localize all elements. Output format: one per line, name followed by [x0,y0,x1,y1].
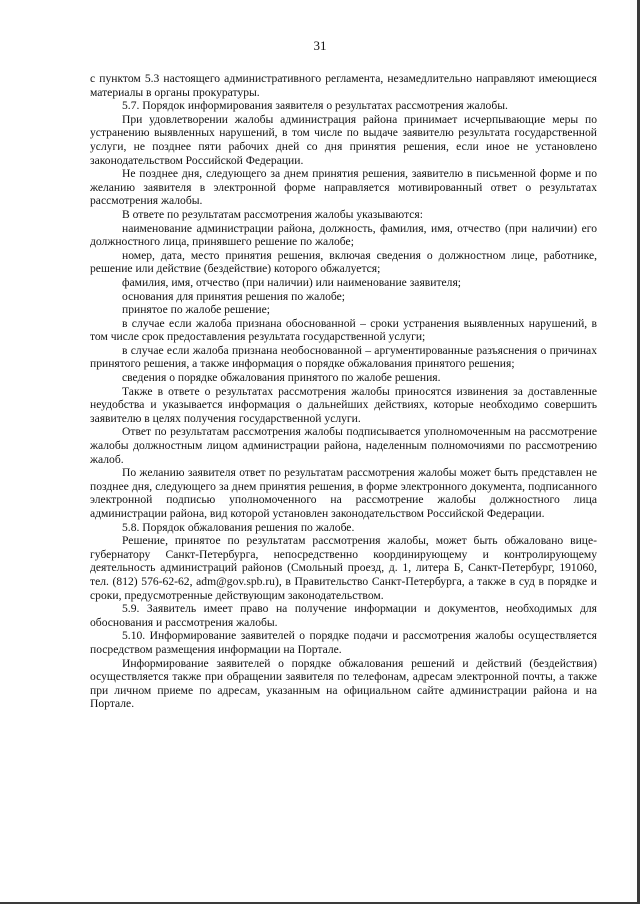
list-item-8: сведения о порядке обжалования принятого по жалобе решения. [122,371,441,385]
list-item-2: номер, дата, место принятия решения, включая сведения о должностном лице, работнике, решение или действие (бездействие) которого обжалуется; [90,248,597,276]
page-number: 31 [313,38,327,53]
section-heading-5-7: 5.7. Порядок информирования заявителя о результатах рассмотрения жалобы. [122,99,508,113]
paragraph-1: с пунктом 5.3 настоящего административного регламента, незамедлительно направляют имеющиеся материалы в органы прокуратуры. [90,72,597,99]
paragraph-3: При удовлетворении жалобы администрация района принимает исчерпывающие меры по устранению выявленных нарушений, в том числе по выдаче заявителю результата государственной услуги, не позднее пяти рабочих дней со дня принятия решения, если иное не установлено законодательством Российской Федерации. [90,112,597,167]
list-item-5: принятое по жалобе решение; [122,303,270,317]
document-body [90,72,597,711]
list-item-6: в случае если жалоба признана обоснованной – сроки устранения выявленных нарушений, в том числе срок предоставления результата государственной услуги; [90,316,597,344]
paragraph-21: Информирование заявителей о порядке обжалования решений и действий (бездействия) осуществляется также при обращении заявителя по телефонам, адресам электронной почты, а также при личном приеме по адресам, указанным на официальном сайте администрации района и на Портале. [90,656,597,711]
section-5-9: 5.9. Заявитель имеет право на получение информации и документов, необходимых для обоснования и рассмотрения жалобы. [90,602,597,629]
list-item-1: наименование администрации района, должность, фамилия, имя, отчество (при наличии) его должностного лица, принявшего решение по жалобе; [90,221,597,249]
paragraph-18: Решение, принятое по результатам рассмотрения жалобы, может быть обжаловано вице-губернатору Санкт-Петербурга, непосредственно координирующему и контролирующему деятельность администраций районов (Смольный проезд, д. 1, литера Б, Санкт-Петербург, 191060, тел. (812) 576-62-62, adm@gov.spb.ru), в Правительство Санкт-Петербурга, а также в суд в порядке и сроки, предусмотренные действующим законодательством. [90,534,597,602]
list-item-4: основания для принятия решения по жалобе; [122,289,346,303]
paragraph-14: Также в ответе о результатах рассмотрения жалобы приносятся извинения за доставленные неудобства и указывается информация о дальнейших действиях, которые необходимо совершить заявителю в целях получения государственной услуги. [90,384,597,425]
paragraph-15: Ответ по результатам рассмотрения жалобы подписывается уполномоченным на рассмотрение жалобы должностным лицом администрации района, наделенным полномочиями по рассмотрению жалоб. [90,425,597,466]
section-heading-5-8: 5.8. Порядок обжалования решения по жалобе. [122,520,355,534]
paragraph-5: В ответе по результатам рассмотрения жалобы указываются: [122,207,423,221]
paragraph-16: По желанию заявителя ответ по результатам рассмотрения жалобы может быть представлен не позднее дня, следующего за днем принятия решения, в форме электронного документа, подписанного электронной подписью уполномоченного на рассмотрение жалобы должностного лица администрации района, вид которой установлен законодательством Российской Федерации. [90,466,597,520]
paragraph-4: Не позднее дня, следующего за днем принятия решения, заявителю в письменной форме и по желанию заявителя в электронной форме направляется мотивированный ответ о результатах рассмотрения жалобы. [90,167,597,208]
list-item-7: в случае если жалоба признана необоснованной – аргументированные разъяснения о причинах принятого решения, а также информация о порядке обжалования принятого решения; [90,343,597,371]
list-item-3: фамилия, имя, отчество (при наличии) или наименование заявителя; [122,275,462,289]
section-5-10: 5.10. Информирование заявителей о порядке подачи и рассмотрения жалобы осуществляется посредством размещения информации на Портале. [90,629,597,656]
